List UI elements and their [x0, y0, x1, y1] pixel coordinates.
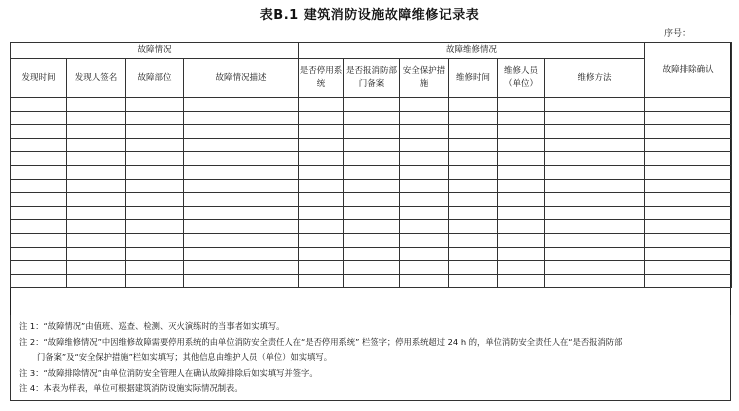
table-cell[interactable] — [67, 247, 126, 261]
table-row — [11, 98, 732, 112]
table-row — [11, 111, 732, 125]
table-cell[interactable] — [498, 220, 545, 234]
page-title: 表B.1 建筑消防设施故障维修记录表 — [259, 8, 480, 23]
table-cell[interactable] — [645, 165, 732, 179]
table-cell[interactable] — [11, 179, 67, 193]
table-cell[interactable] — [498, 165, 545, 179]
header-fire-dept-filing: 是否报消防部门备案 — [344, 59, 400, 98]
table-cell[interactable] — [67, 220, 126, 234]
header-fault-confirm: 故障排除确认 — [645, 43, 732, 98]
table-cell[interactable] — [498, 274, 545, 288]
table-cell[interactable] — [344, 220, 400, 234]
table-cell[interactable] — [126, 274, 184, 288]
table-cell[interactable] — [299, 261, 344, 275]
table-cell[interactable] — [498, 179, 545, 193]
table-cell[interactable] — [400, 193, 449, 207]
table-cell[interactable] — [545, 193, 645, 207]
table-cell[interactable] — [645, 152, 732, 166]
table-cell[interactable] — [126, 233, 184, 247]
table-cell[interactable] — [67, 111, 126, 125]
table-cell[interactable] — [299, 165, 344, 179]
table-cell[interactable] — [498, 233, 545, 247]
header-repair-situation: 故障维修情况 — [299, 43, 645, 59]
table-row — [11, 274, 732, 288]
table-cell[interactable] — [498, 193, 545, 207]
table-cell[interactable] — [545, 111, 645, 125]
table-cell[interactable] — [184, 261, 299, 275]
table-cell[interactable] — [184, 206, 299, 220]
table-cell[interactable] — [184, 233, 299, 247]
table-cell[interactable] — [344, 152, 400, 166]
header-repair-personnel: 维修人员（单位） — [498, 59, 545, 98]
table-cell[interactable] — [344, 247, 400, 261]
table-cell[interactable] — [299, 179, 344, 193]
table-cell[interactable] — [67, 179, 126, 193]
table-row — [11, 165, 732, 179]
table-cell[interactable] — [645, 233, 732, 247]
table-cell[interactable] — [184, 111, 299, 125]
table-cell[interactable] — [344, 138, 400, 152]
table-cell[interactable] — [449, 247, 498, 261]
table-cell[interactable] — [449, 233, 498, 247]
table-cell[interactable] — [184, 193, 299, 207]
table-cell[interactable] — [400, 206, 449, 220]
table-row — [11, 261, 732, 275]
table-cell[interactable] — [126, 220, 184, 234]
table-cell[interactable] — [344, 125, 400, 139]
table-cell[interactable] — [126, 165, 184, 179]
table-cell[interactable] — [545, 247, 645, 261]
header-repair-method: 维修方法 — [545, 59, 645, 98]
table-cell[interactable] — [67, 193, 126, 207]
table-cell[interactable] — [400, 233, 449, 247]
table-cell[interactable] — [126, 247, 184, 261]
header-fault-location: 故障部位 — [126, 59, 184, 98]
table-cell[interactable] — [11, 98, 67, 112]
table-row — [11, 233, 732, 247]
table-cell[interactable] — [449, 125, 498, 139]
table-cell[interactable] — [645, 220, 732, 234]
table-cell[interactable] — [400, 98, 449, 112]
table-cell[interactable] — [126, 98, 184, 112]
table-cell[interactable] — [184, 138, 299, 152]
table-row — [11, 152, 732, 166]
table-cell[interactable] — [126, 193, 184, 207]
table-cell[interactable] — [11, 247, 67, 261]
table-cell[interactable] — [400, 274, 449, 288]
table-cell[interactable] — [449, 220, 498, 234]
table-cell[interactable] — [645, 111, 732, 125]
table-cell[interactable] — [299, 152, 344, 166]
table-cell[interactable] — [344, 274, 400, 288]
table-cell[interactable] — [299, 193, 344, 207]
table-cell[interactable] — [645, 179, 732, 193]
table-cell[interactable] — [11, 261, 67, 275]
table-cell[interactable] — [126, 138, 184, 152]
table-cell[interactable] — [11, 138, 67, 152]
table-cell[interactable] — [11, 233, 67, 247]
table-cell[interactable] — [184, 247, 299, 261]
table-cell[interactable] — [449, 138, 498, 152]
header-safety-measures: 安全保护措施 — [400, 59, 449, 98]
table-row — [11, 247, 732, 261]
note-3: 注 3：“故障排除情况”由单位消防安全管理人在确认故障排除后如实填写并签字。 — [19, 367, 318, 378]
table-cell[interactable] — [645, 206, 732, 220]
table-cell[interactable] — [67, 165, 126, 179]
header-discovery-time: 发现时间 — [11, 59, 67, 98]
table-cell[interactable] — [400, 261, 449, 275]
table-row — [11, 220, 732, 234]
notes-section — [10, 315, 731, 401]
table-cell[interactable] — [11, 111, 67, 125]
table-cell[interactable] — [126, 111, 184, 125]
table-cell[interactable] — [344, 193, 400, 207]
table-cell[interactable] — [67, 125, 126, 139]
table-cell[interactable] — [645, 98, 732, 112]
table-cell[interactable] — [498, 152, 545, 166]
table-cell[interactable] — [545, 125, 645, 139]
table-cell[interactable] — [299, 111, 344, 125]
table-cell[interactable] — [126, 206, 184, 220]
table-cell[interactable] — [645, 125, 732, 139]
table-cell[interactable] — [67, 152, 126, 166]
table-cell[interactable] — [545, 138, 645, 152]
table-cell[interactable] — [545, 98, 645, 112]
table-cell[interactable] — [449, 206, 498, 220]
table-cell[interactable] — [449, 98, 498, 112]
table-cell[interactable] — [126, 261, 184, 275]
table-cell[interactable] — [449, 165, 498, 179]
table-cell[interactable] — [11, 152, 67, 166]
table-cell[interactable] — [344, 233, 400, 247]
table-cell[interactable] — [449, 111, 498, 125]
table-cell[interactable] — [11, 220, 67, 234]
table-cell[interactable] — [545, 206, 645, 220]
header-fault-description: 故障情况描述 — [184, 59, 299, 98]
table-cell[interactable] — [545, 220, 645, 234]
note-2-continued: 门备案”及“安全保护措施”栏如实填写；其他信息由维护人员（单位）如实填写。 — [37, 352, 332, 362]
table-cell[interactable] — [67, 233, 126, 247]
table-cell[interactable] — [67, 138, 126, 152]
table-cell[interactable] — [344, 165, 400, 179]
table-cell[interactable] — [299, 274, 344, 288]
table-cell[interactable] — [184, 98, 299, 112]
table-cell[interactable] — [400, 220, 449, 234]
table-cell[interactable] — [11, 206, 67, 220]
table-cell[interactable] — [645, 193, 732, 207]
table-cell[interactable] — [299, 98, 344, 112]
table-cell[interactable] — [545, 261, 645, 275]
table-cell[interactable] — [184, 179, 299, 193]
table-cell[interactable] — [498, 138, 545, 152]
table-cell[interactable] — [184, 220, 299, 234]
table-cell[interactable] — [449, 193, 498, 207]
table-cell[interactable] — [449, 274, 498, 288]
table-cell[interactable] — [67, 98, 126, 112]
table-cell[interactable] — [67, 261, 126, 275]
table-cell[interactable] — [67, 206, 126, 220]
serial-number-label: 序号： — [663, 29, 691, 39]
header-discoverer-signature: 发现人签名 — [67, 59, 126, 98]
table-row — [11, 206, 732, 220]
table-cell[interactable] — [299, 138, 344, 152]
table-cell[interactable] — [498, 206, 545, 220]
table-row — [11, 193, 732, 207]
table-cell[interactable] — [184, 274, 299, 288]
table-cell[interactable] — [299, 125, 344, 139]
table-cell[interactable] — [545, 165, 645, 179]
table-cell[interactable] — [400, 125, 449, 139]
header-system-disabled: 是否停用系统 — [299, 59, 344, 98]
table-cell[interactable] — [545, 274, 645, 288]
table-cell[interactable] — [184, 125, 299, 139]
table-cell[interactable] — [449, 152, 498, 166]
table-cell[interactable] — [11, 125, 67, 139]
table-cell[interactable] — [645, 138, 732, 152]
table-cell[interactable] — [126, 125, 184, 139]
table-cell[interactable] — [498, 98, 545, 112]
table-cell[interactable] — [400, 138, 449, 152]
note-1: 注 1：“故障情况”由值班、巡查、检测、灭火演练时的当事者如实填写。 — [19, 321, 285, 331]
table-cell[interactable] — [545, 152, 645, 166]
header-repair-time: 维修时间 — [449, 59, 498, 98]
table-row — [11, 125, 732, 139]
table-cell[interactable] — [449, 179, 498, 193]
table-cell[interactable] — [344, 98, 400, 112]
table-cell[interactable] — [400, 111, 449, 125]
table-cell[interactable] — [11, 274, 67, 288]
table-cell[interactable] — [299, 206, 344, 220]
table-cell[interactable] — [498, 261, 545, 275]
table-cell[interactable] — [545, 233, 645, 247]
header-fault-situation: 故障情况 — [11, 43, 299, 59]
table-cell[interactable] — [344, 261, 400, 275]
table-row — [11, 179, 732, 193]
table-cell[interactable] — [126, 179, 184, 193]
fault-record-table — [10, 42, 732, 288]
table-cell[interactable] — [498, 111, 545, 125]
table-cell[interactable] — [400, 247, 449, 261]
table-cell[interactable] — [645, 247, 732, 261]
note-2: 注 2：“故障维修情况”中因维修故障需要停用系统的由单位消防安全责任人在“是否停用系统” 栏签字；停用系统超过 24 h 的，单位消防安全责任人在“是否报消防部 — [19, 336, 623, 347]
table-row — [11, 138, 732, 152]
table-cell[interactable] — [299, 220, 344, 234]
table-cell[interactable] — [344, 111, 400, 125]
table-cell[interactable] — [299, 247, 344, 261]
table-cell[interactable] — [299, 233, 344, 247]
table-cell[interactable] — [645, 261, 732, 275]
table-cell[interactable] — [126, 152, 184, 166]
table-cell[interactable] — [344, 206, 400, 220]
table-cell[interactable] — [400, 179, 449, 193]
table-cell[interactable] — [11, 165, 67, 179]
table-cell[interactable] — [67, 274, 126, 288]
note-4: 注 4：本表为样表，单位可根据建筑消防设施实际情况制表。 — [19, 383, 243, 393]
table-cell[interactable] — [545, 179, 645, 193]
table-cell[interactable] — [184, 152, 299, 166]
table-cell[interactable] — [449, 261, 498, 275]
table-cell[interactable] — [400, 152, 449, 166]
table-cell[interactable] — [184, 165, 299, 179]
table-cell[interactable] — [645, 274, 732, 288]
table-cell[interactable] — [498, 247, 545, 261]
table-cell[interactable] — [400, 165, 449, 179]
table-cell[interactable] — [498, 125, 545, 139]
table-cell[interactable] — [344, 179, 400, 193]
table-cell[interactable] — [11, 193, 67, 207]
